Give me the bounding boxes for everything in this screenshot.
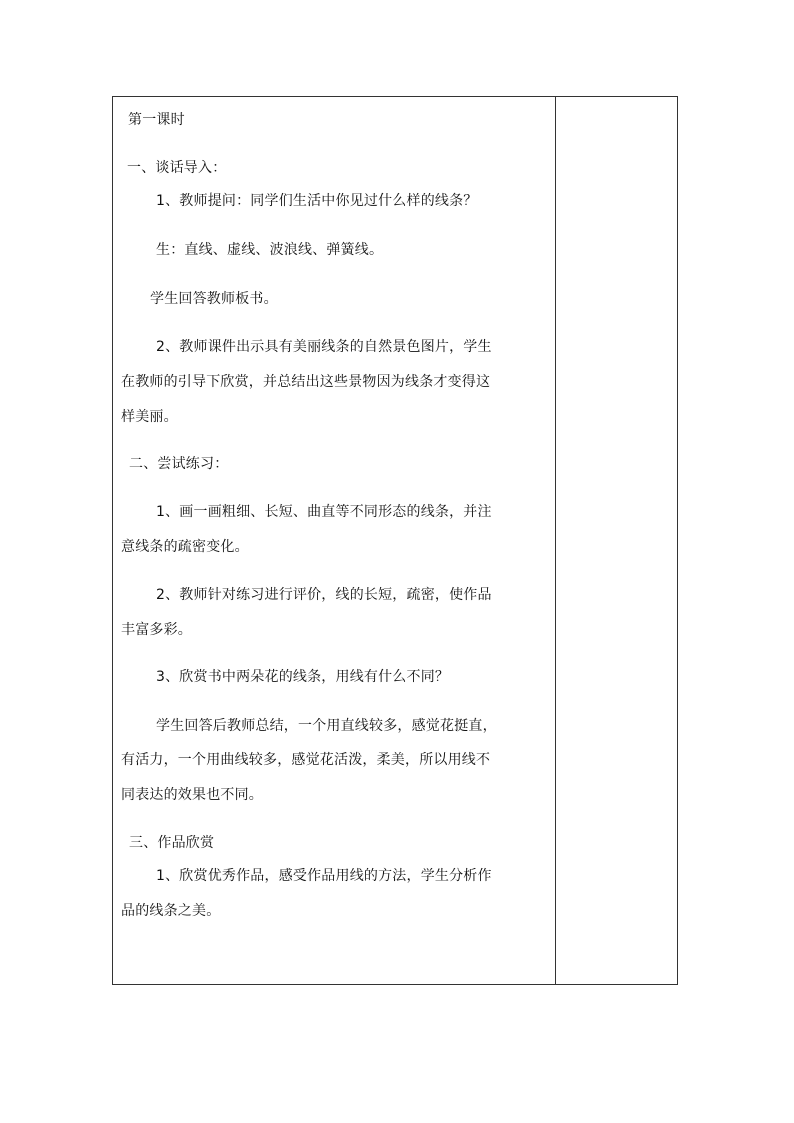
lesson-table — [112, 96, 678, 985]
practice-item-1-line-1: 1、画一画粗细、长短、曲直等不同形态的线条，并注 — [156, 504, 492, 520]
practice-item-2-line-1: 2、教师针对练习进行评价，线的长短，疏密，使作品 — [156, 587, 492, 603]
appreciation-item-1-line-1: 1、欣赏优秀作品，感受作品用线的方法，学生分析作 — [156, 868, 492, 884]
intro-item-2-line-2: 在教师的引导下欣赏，并总结出这些景物因为线条才变得这 — [121, 374, 491, 390]
section-heading-appreciation: 三、作品欣赏 — [129, 835, 215, 851]
practice-item-3: 3、欣赏书中两朵花的线条，用线有什么不同？ — [156, 669, 450, 685]
practice-summary-line-2: 有活力，一个用曲线较多，感觉花活泼，柔美，所以用线不 — [121, 752, 491, 768]
lesson-content-cell — [113, 97, 555, 984]
lesson-period: 第一课时 — [128, 112, 185, 128]
intro-item-2-line-3: 样美丽。 — [121, 409, 178, 425]
practice-summary-line-1: 学生回答后教师总结，一个用直线较多，感觉花挺直， — [156, 718, 497, 734]
section-heading-intro: 一、谈话导入： — [127, 160, 227, 176]
notes-cell — [556, 97, 677, 984]
section-heading-practice: 二、尝试练习： — [129, 456, 229, 472]
practice-summary-line-3: 同表达的效果也不同。 — [121, 787, 263, 803]
practice-item-2-line-2: 丰富多彩。 — [121, 622, 192, 638]
student-answer: 生：直线、虚线、波浪线、弹簧线。 — [156, 242, 384, 258]
board-note: 学生回答教师板书。 — [150, 291, 278, 307]
appreciation-item-1-line-2: 品的线条之美。 — [121, 903, 221, 919]
practice-item-1-line-2: 意线条的疏密变化。 — [121, 539, 249, 555]
intro-item-2-line-1: 2、教师课件出示具有美丽线条的自然景色图片，学生 — [156, 339, 492, 355]
intro-item-1: 1、教师提问：同学们生活中你见过什么样的线条？ — [156, 193, 478, 209]
